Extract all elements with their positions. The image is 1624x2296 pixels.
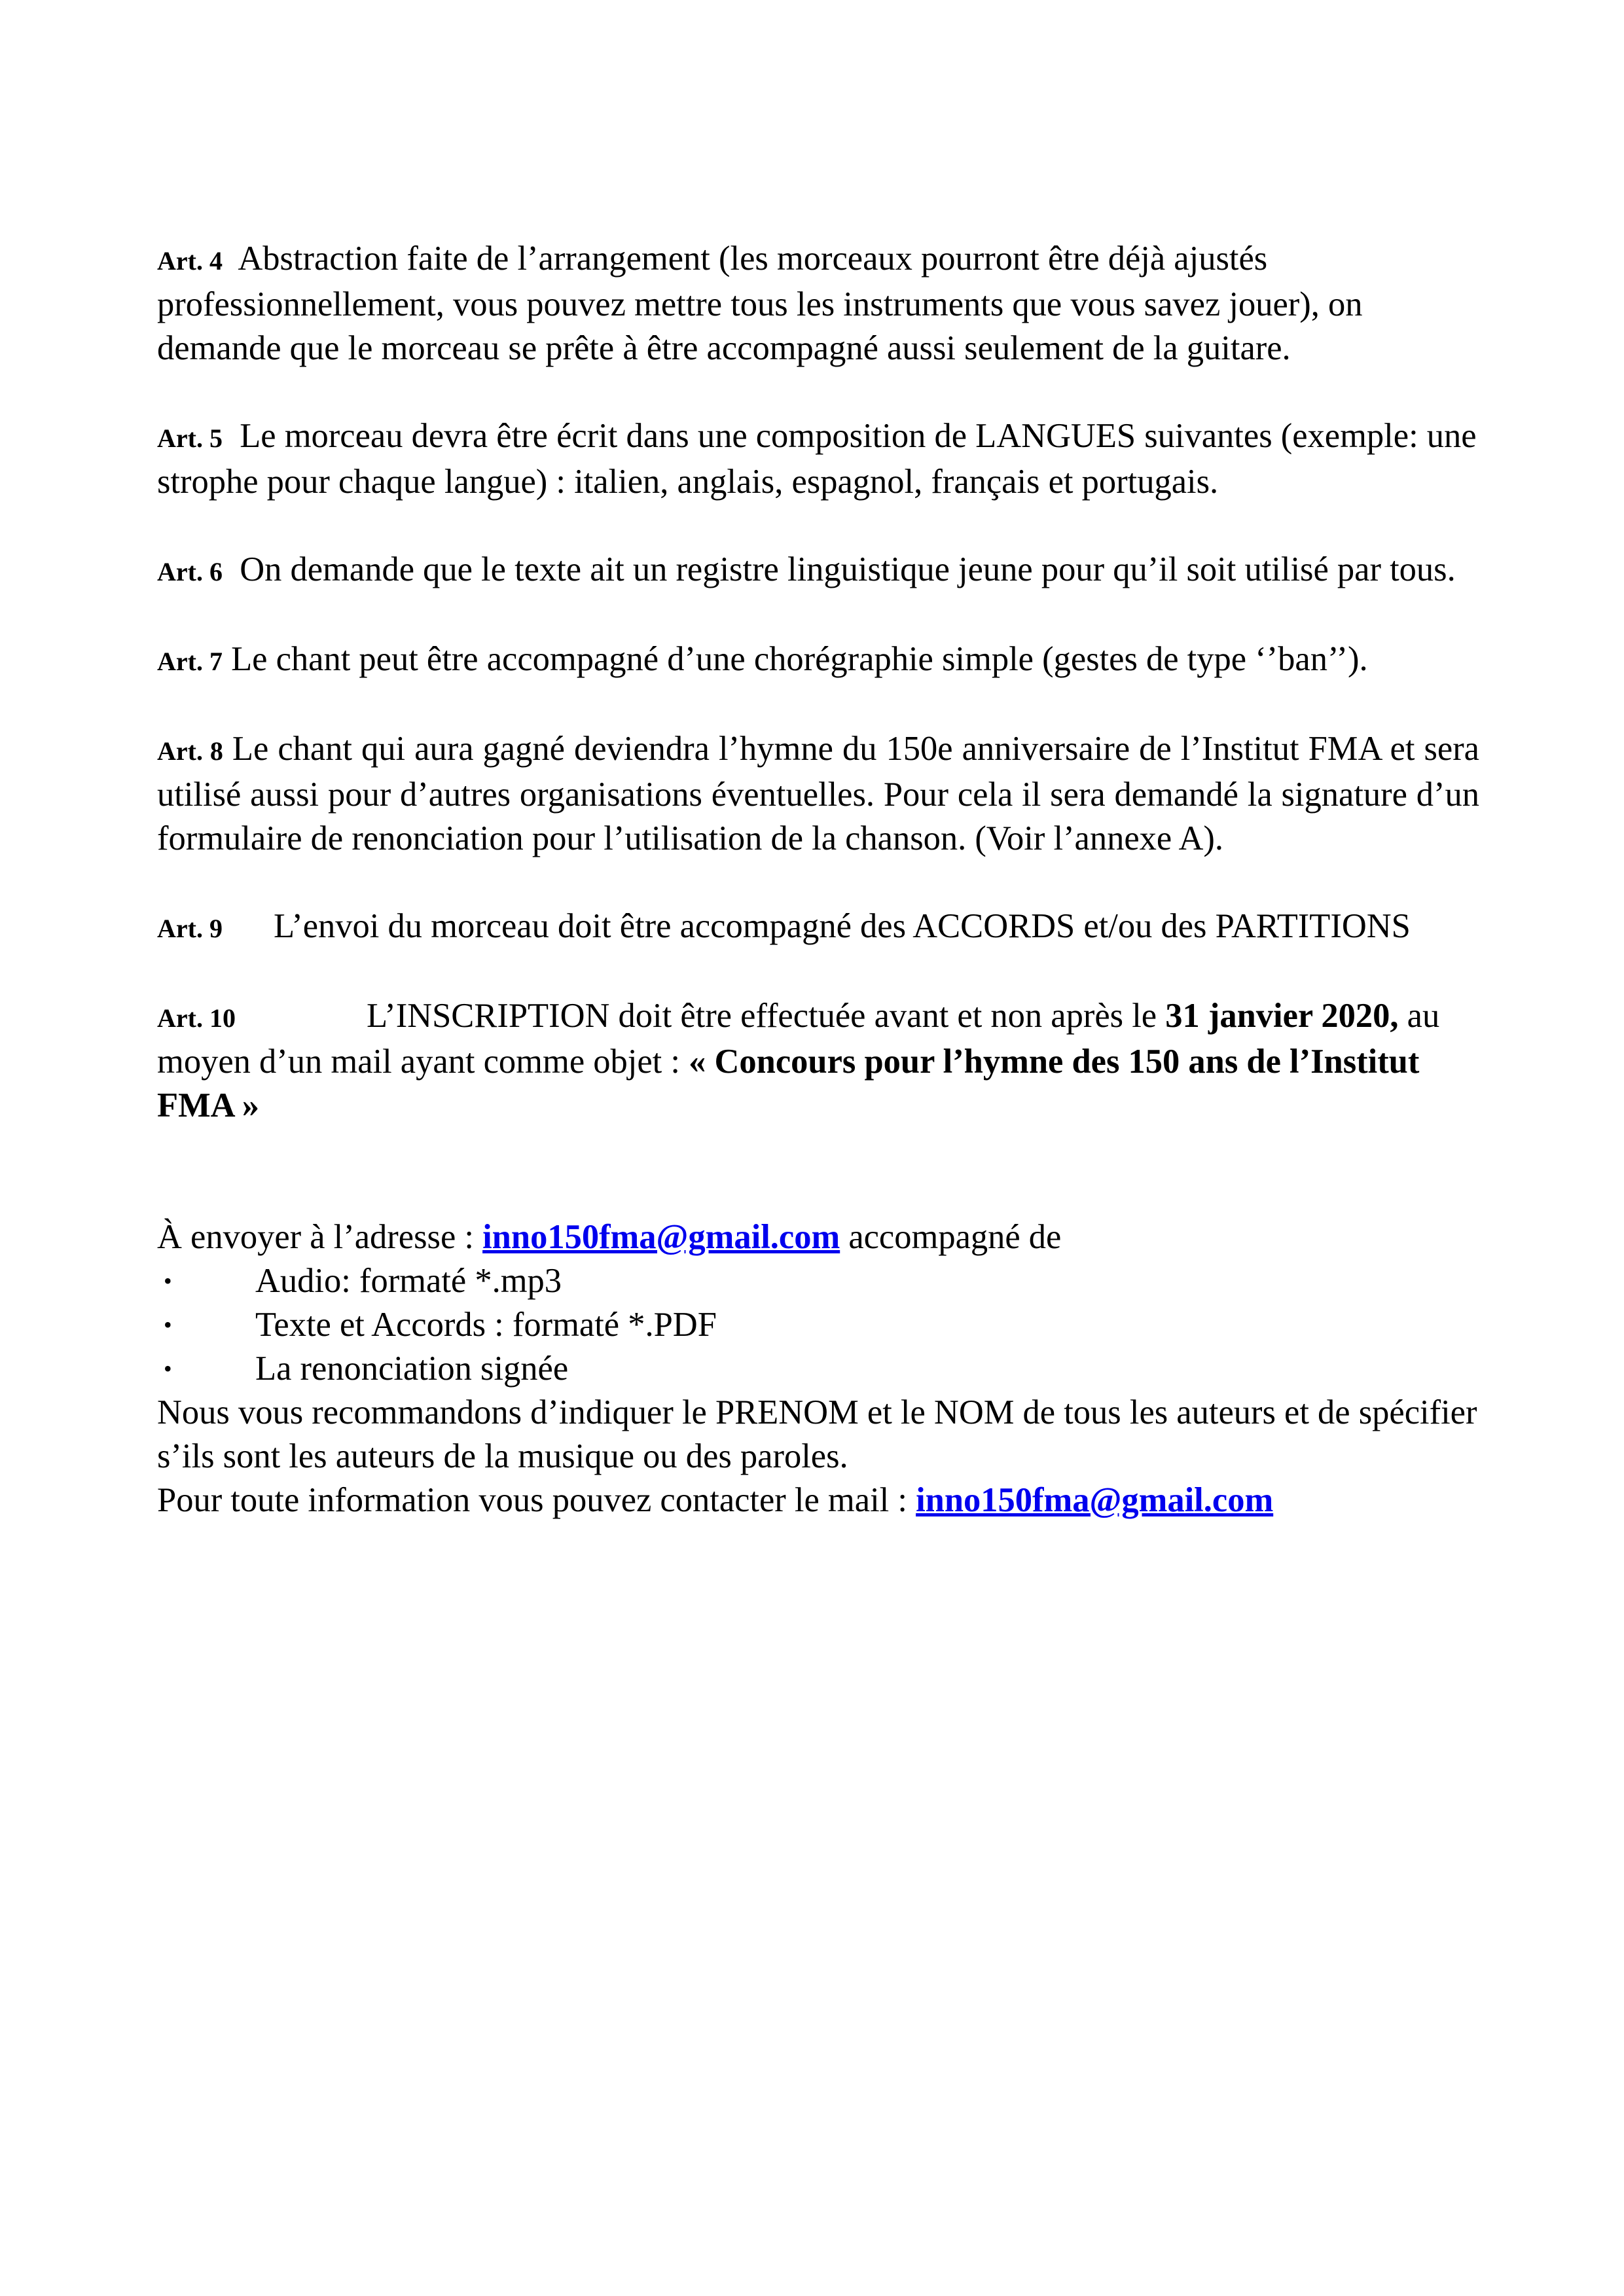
article-text: Le chant qui aura gagné deviendra l’hymne du 150e anniversaire de l’Institut FMA et sera utilisé aussi pour d’autres organisations éventuelles. Pour cela il sera demandé la signature d’un formulaire de renonciation pour l’utilisation de la chanson. (Voir l’annexe A). <box>157 730 1479 857</box>
article-label: Art. 6 <box>157 557 223 586</box>
article-text: On demande que le texte ait un registre linguistique jeune pour qu’il soit utilisé par tous. <box>240 550 1456 588</box>
mail-subject: « Concours pour l’hymne des 150 ans de l’Institut FMA » <box>157 1043 1420 1124</box>
article-text: L’envoi du morceau doit être accompagné des ACCORDS et/ou des PARTITIONS <box>274 907 1411 945</box>
article-text: Le chant peut être accompagné d’une chorégraphie simple (gestes de type ‘’ban’’). <box>231 640 1368 678</box>
article-text-cont: au moyen d’un mail ayant comme objet : <box>157 997 1440 1081</box>
article-6 <box>157 548 1479 594</box>
article-text: L’INSCRIPTION doit être effectuée avant et non après le <box>366 997 1166 1035</box>
document-page <box>157 237 1479 1522</box>
article-7 <box>157 637 1479 683</box>
contact-text: Pour toute information vous pouvez contacter le mail : <box>157 1481 916 1519</box>
contact-line <box>157 1479 1479 1522</box>
list-item-text: La renonciation signée <box>255 1350 569 1388</box>
bullet-icon: • <box>164 1312 172 1338</box>
article-label: Art. 7 <box>157 647 223 676</box>
send-after: accompagné de <box>840 1218 1062 1256</box>
send-instruction <box>157 1215 1479 1259</box>
article-label: Art. 10 <box>157 1003 236 1033</box>
article-10 <box>157 994 1479 1128</box>
article-text: Le morceau devra être écrit dans une composition de LANGUES suivantes (exemple: une strophe pour chaque langue) : italien, anglais, espagnol, français et portugais. <box>157 417 1477 501</box>
bullet-icon: • <box>164 1355 172 1382</box>
article-label: Art. 4 <box>157 246 223 276</box>
email-link[interactable]: inno150fma@gmail.com <box>482 1218 840 1256</box>
article-4 <box>157 237 1479 370</box>
recommendation: Nous vous recommandons d’indiquer le PRENOM et le NOM de tous les auteurs et de spécifier s’ils sont les auteurs de la musique ou des paroles. <box>157 1393 1477 1475</box>
article-label: Art. 9 <box>157 914 223 943</box>
list-item <box>157 1259 1479 1303</box>
article-text: Abstraction faite de l’arrangement (les morceaux pourront être déjà ajustés professionnellement, vous pouvez mettre tous les instruments que vous savez jouer), on demande que le morceau se prête à être accompagné aussi seulement de la guitare. <box>157 240 1363 367</box>
article-label: Art. 8 <box>157 736 223 766</box>
deadline-date: 31 janvier 2020, <box>1165 997 1399 1035</box>
article-9 <box>157 905 1479 950</box>
list-item <box>157 1347 1479 1391</box>
article-label: Art. 5 <box>157 423 223 453</box>
contact-email-link[interactable]: inno150fma@gmail.com <box>916 1481 1274 1519</box>
article-5 <box>157 414 1479 504</box>
send-intro: À envoyer à l’adresse : <box>157 1218 483 1256</box>
attachment-list <box>157 1259 1479 1391</box>
article-8 <box>157 727 1479 861</box>
bullet-icon: • <box>164 1268 172 1294</box>
list-item-text: Audio: formaté *.mp3 <box>255 1262 562 1300</box>
list-item-text: Texte et Accords : formaté *.PDF <box>255 1306 717 1344</box>
list-item <box>157 1303 1479 1347</box>
